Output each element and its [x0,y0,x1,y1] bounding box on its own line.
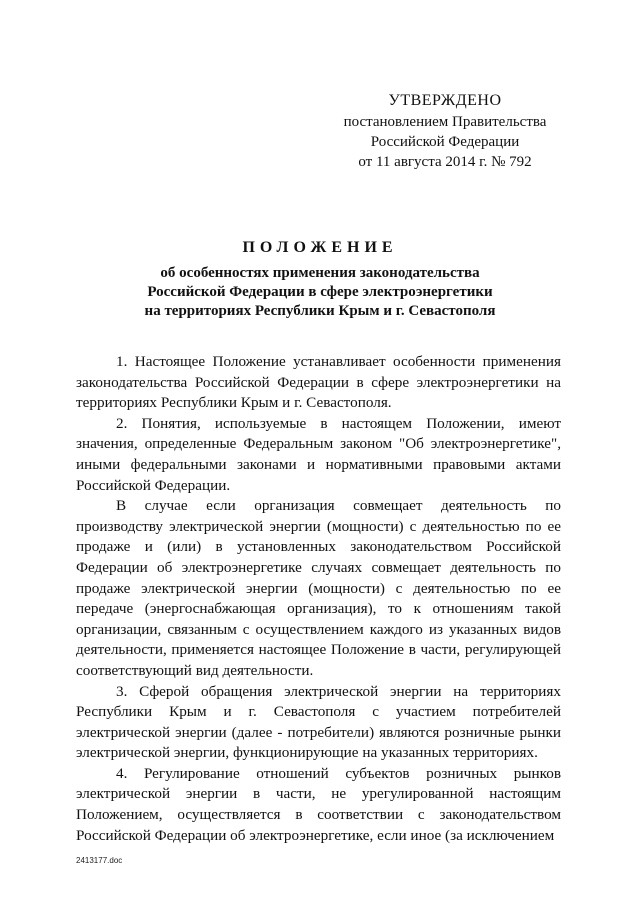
document-subtitle [100,264,540,321]
approval-line-2: Российской Федерации [370,134,520,150]
paragraph-1: 1. Настоящее Положение устанавливает особенности применения законодательства Российской Федерации в сфере электроэнергетики на территориях Республики Крым и г. Севастополя. [76,353,561,412]
paragraph-5: 4. Регулирование отношений субъектов розничных рынков электрической энергии в части, не урегулированной настоящим Положением, осуществляется в соответствии с законодательством Российской Федерации об электроэнергетике, если иное (за исключением [76,764,561,844]
paragraph-2: 2. Понятия, используемые в настоящем Положении, имеют значения, определенные Федеральным законом "Об электроэнергетике", иными федеральными законами и нормативными правовыми актами Российской Федерации. [76,414,561,494]
document-body [76,352,561,846]
document-title: ПОЛОЖЕНИЕ [242,239,398,256]
paragraph-3: В случае если организация совмещает деятельность по производству электрической энергии (мощности) с деятельностью по ее продаже и (или) в установленных законодательством Российской Федерации об электроэнергетике случаях совмещает деятельность по продаже электрической энергии (мощности) с деятельностью по ее передаче (энергоснабжающая организация), то к отношениям такой организации, связанным с осуществлением каждого из указанных видов деятельности, применяется настоящее Положение в части, регулирующей соответствующий вид деятельности. [76,497,561,679]
paragraph-4: 3. Сферой обращения электрической энергии на территориях Республики Крым и г. Севастополя с участием потребителей электрической энергии (далее - потребители) являются розничные рынки электрической энергии, функционирующие на указанных территориях. [76,682,561,762]
subtitle-line-3: на территориях Республики Крым и г. Севастополя [144,303,496,319]
approval-stamp: УТВЕРЖДЕНО [388,92,502,109]
approval-line-3: от 11 августа 2014 г. № 792 [358,154,532,170]
approval-line-1: постановлением Правительства [343,114,547,130]
footer-filename: 2413177.doc [76,856,123,865]
subtitle-line-1: об особенностях применения законодательства [160,265,480,281]
subtitle-line-2: Российской Федерации в сфере электроэнергетики [147,284,493,300]
approval-block [330,90,560,172]
